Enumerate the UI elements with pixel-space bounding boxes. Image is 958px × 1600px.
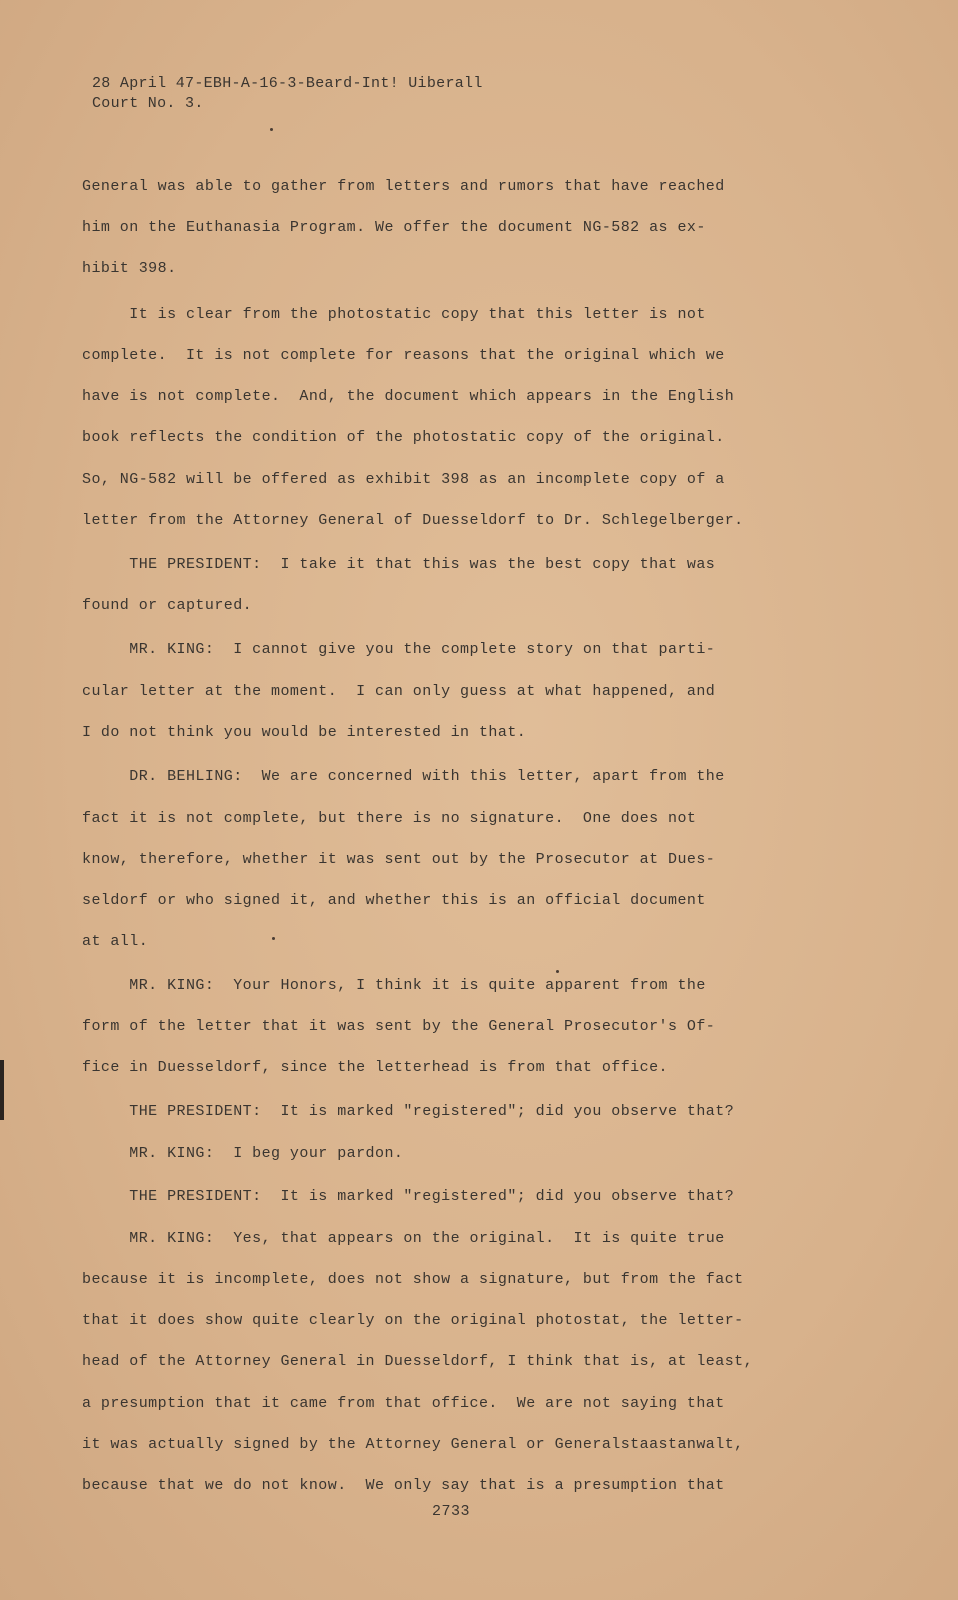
- header-line-date-code: 28 April 47-EBH-A-16-3-Beard-Int! Uiberall: [92, 75, 483, 92]
- transcript-line: I do not think you would be interested in that.: [82, 724, 527, 741]
- transcript-line: fact it is not complete, but there is no signature. One does not: [82, 810, 697, 827]
- transcript-line: cular letter at the moment. I can only guess at what happened, and: [82, 683, 716, 700]
- transcript-line: THE PRESIDENT: It is marked "registered"; did you observe that?: [82, 1188, 735, 1205]
- transcript-line: MR. KING: I beg your pardon.: [82, 1145, 404, 1162]
- transcript-line: him on the Euthanasia Program. We offer the document NG-582 as ex-: [82, 219, 706, 236]
- transcript-line: because it is incomplete, does not show a signature, but from the fact: [82, 1271, 744, 1288]
- transcript-line: THE PRESIDENT: It is marked "registered"; did you observe that?: [82, 1103, 735, 1120]
- transcript-line: So, NG-582 will be offered as exhibit 398 as an incomplete copy of a: [82, 471, 725, 488]
- transcript-line: THE PRESIDENT: I take it that this was the best copy that was: [82, 556, 716, 573]
- transcript-line: head of the Attorney General in Duesseldorf, I think that is, at least,: [82, 1353, 754, 1370]
- transcript-line: know, therefore, whether it was sent out by the Prosecutor at Dues-: [82, 851, 716, 868]
- page-number: 2733: [432, 1503, 471, 1520]
- header-line-court: Court No. 3.: [92, 95, 204, 112]
- paper-speck: [270, 128, 273, 131]
- transcript-line: at all.: [82, 933, 149, 950]
- transcript-line: fice in Duesseldorf, since the letterhead is from that office.: [82, 1059, 668, 1076]
- transcript-line: complete. It is not complete for reasons that the original which we: [82, 347, 725, 364]
- transcript-line: it was actually signed by the Attorney General or Generalstaastanwalt,: [82, 1436, 744, 1453]
- transcript-line: have is not complete. And, the document which appears in the English: [82, 388, 735, 405]
- transcript-line: seldorf or who signed it, and whether this is an official document: [82, 892, 706, 909]
- transcript-line: General was able to gather from letters and rumors that have reached: [82, 178, 725, 195]
- transcript-line: It is clear from the photostatic copy that this letter is not: [82, 306, 706, 323]
- transcript-line: found or captured.: [82, 597, 253, 614]
- transcript-line: hibit 398.: [82, 260, 177, 277]
- transcript-line: because that we do not know. We only say that is a presumption that: [82, 1477, 725, 1494]
- transcript-line: that it does show quite clearly on the original photostat, the letter-: [82, 1312, 744, 1329]
- transcript-line: a presumption that it came from that office. We are not saying that: [82, 1395, 725, 1412]
- transcript-line: MR. KING: Yes, that appears on the original. It is quite true: [82, 1230, 725, 1247]
- binding-edge-mark: [0, 1060, 4, 1120]
- transcript-line: MR. KING: I cannot give you the complete story on that parti-: [82, 641, 716, 658]
- transcript-line: form of the letter that it was sent by the General Prosecutor's Of-: [82, 1018, 716, 1035]
- document-header: [92, 74, 483, 114]
- transcript-line: book reflects the condition of the photostatic copy of the original.: [82, 429, 725, 446]
- transcript-line: letter from the Attorney General of Duesseldorf to Dr. Schlegelberger.: [82, 512, 744, 529]
- transcript-line: MR. KING: Your Honors, I think it is quite apparent from the: [82, 977, 706, 994]
- transcript-line: DR. BEHLING: We are concerned with this letter, apart from the: [82, 768, 725, 785]
- paper-speck: [272, 937, 275, 940]
- paper-speck: [556, 970, 559, 973]
